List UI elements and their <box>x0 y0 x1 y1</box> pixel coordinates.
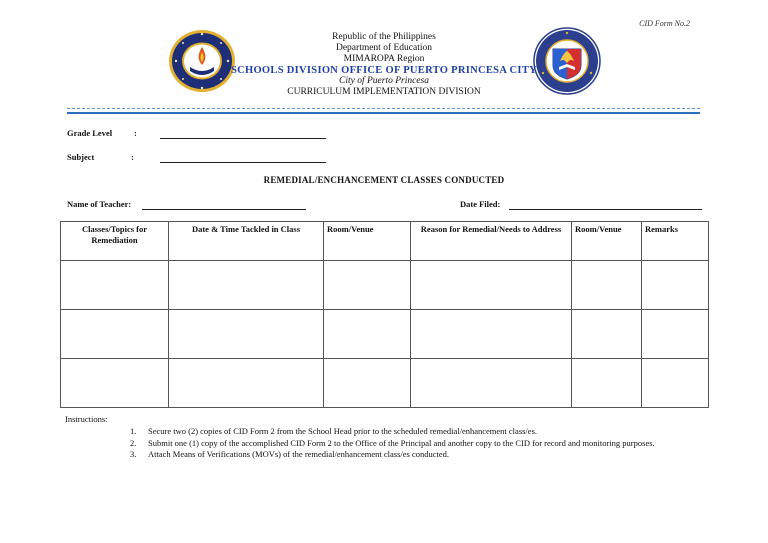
table-cell[interactable] <box>572 310 642 359</box>
table-cell[interactable] <box>324 261 411 310</box>
header-solid-rule <box>67 112 700 114</box>
table-row <box>61 359 709 408</box>
table-cell[interactable] <box>411 261 572 310</box>
grade-level-field[interactable] <box>160 138 326 139</box>
date-filed-label: Date Filed: <box>460 199 501 209</box>
list-item <box>130 426 670 438</box>
table-cell[interactable] <box>572 261 642 310</box>
subject-colon: : <box>131 152 134 162</box>
table-header-row <box>61 222 709 261</box>
table-cell[interactable] <box>61 310 169 359</box>
grade-level-label: Grade Level <box>67 128 113 138</box>
list-item-text: Submit one (1) copy of the accomplished CID Form 2 to the Office of the Principal and another copy to the CID for record and monitoring purposes. <box>148 437 655 448</box>
form-title: REMEDIAL/ENCHANCEMENT CLASSES CONDUCTED <box>263 175 505 185</box>
table-row <box>61 261 709 310</box>
column-header-reason: Reason for Remedial/Needs to Address <box>411 222 572 261</box>
header-department: Department of Education <box>335 43 433 53</box>
table-cell[interactable] <box>324 310 411 359</box>
table-cell[interactable] <box>642 310 709 359</box>
column-header-date-time: Date & Time Tackled in Class <box>169 222 324 261</box>
column-header-room-venue: Room/Venue <box>324 222 411 261</box>
table-cell[interactable] <box>61 359 169 408</box>
date-filed-field[interactable] <box>509 209 702 210</box>
document-header <box>0 32 768 98</box>
table-cell[interactable] <box>61 261 169 310</box>
header-division: CURRICULUM IMPLEMENTATION DIVISION <box>287 87 481 97</box>
column-header-remarks: Remarks <box>642 222 709 261</box>
column-header-classes-topics: Classes/Topics for Remediation <box>61 222 169 261</box>
list-item-text: Attach Means of Verifications (MOVs) of the remedial/enhancement class/es conducted. <box>148 449 450 459</box>
teacher-label: Name of Teacher: <box>67 199 132 209</box>
table-cell[interactable] <box>411 310 572 359</box>
table-cell[interactable] <box>169 359 324 408</box>
table-cell[interactable] <box>169 261 324 310</box>
remedial-classes-table <box>60 221 709 408</box>
table-cell[interactable] <box>324 359 411 408</box>
list-item-number: 2. <box>130 437 137 448</box>
list-item-text: Secure two (2) copies of CID Form 2 from the School Head prior to the scheduled remedial/enhancement class/es. <box>148 426 537 436</box>
header-region: MIMAROPA Region <box>343 54 425 64</box>
list-item-number: 3. <box>130 449 137 459</box>
teacher-name-field[interactable] <box>142 209 306 210</box>
table-cell[interactable] <box>642 359 709 408</box>
header-dashed-rule <box>67 108 700 109</box>
list-item-number: 1. <box>130 426 137 436</box>
form-number: CID Form No.2 <box>639 19 690 28</box>
header-city: City of Puerto Princesa <box>339 76 429 86</box>
instructions-list <box>130 426 670 461</box>
table-cell[interactable] <box>572 359 642 408</box>
column-header-room-venue-2: Room/Venue <box>572 222 642 261</box>
subject-label: Subject <box>67 152 95 162</box>
table-cell[interactable] <box>642 261 709 310</box>
header-office: SCHOOLS DIVISION OFFICE OF PUERTO PRINCESA CITY <box>230 65 538 76</box>
subject-field[interactable] <box>160 162 326 163</box>
table-row <box>61 310 709 359</box>
grade-level-colon: : <box>134 128 137 138</box>
instructions-label: Instructions: <box>65 414 108 424</box>
table-cell[interactable] <box>169 310 324 359</box>
list-item <box>130 449 670 461</box>
header-republic: Republic of the Philippines <box>332 32 436 42</box>
table-cell[interactable] <box>411 359 572 408</box>
list-item <box>130 438 670 450</box>
